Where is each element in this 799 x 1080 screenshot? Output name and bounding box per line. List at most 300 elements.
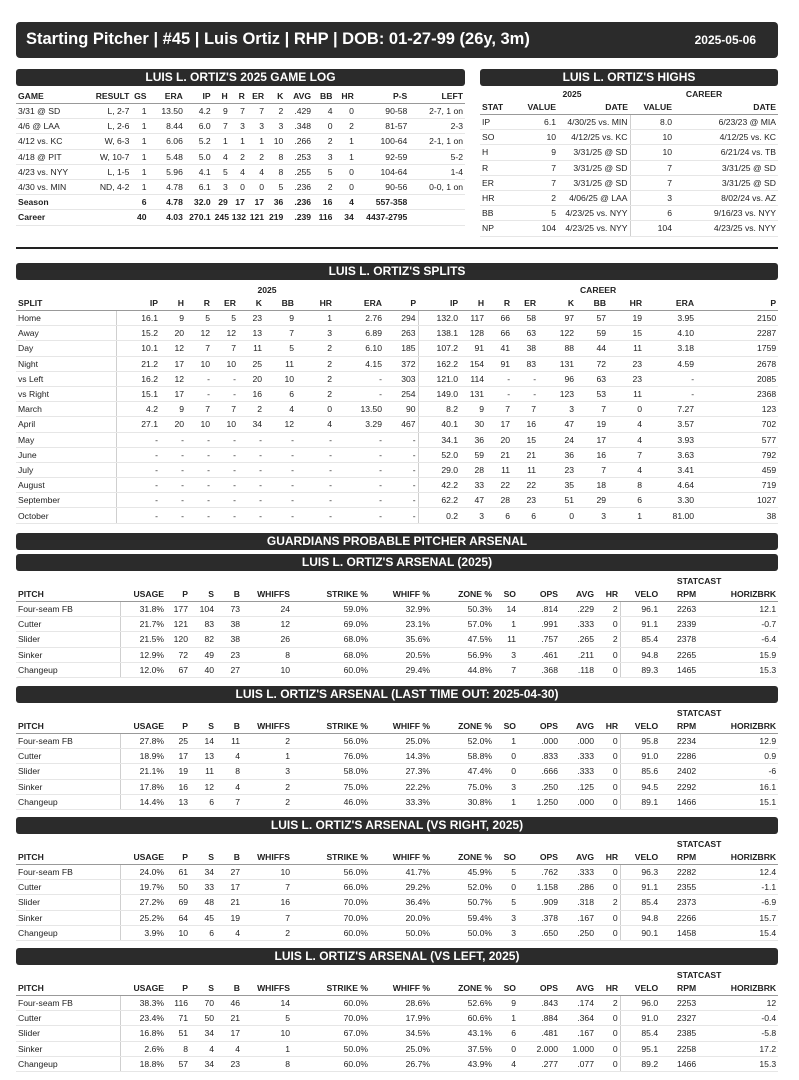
arsenal-col-header: S <box>190 719 216 734</box>
highs-cell: 7 <box>514 160 558 175</box>
arsenal-cell: 64 <box>166 910 190 925</box>
game-log-cell: 4.2 <box>185 104 213 119</box>
arsenal-cell: 26 <box>242 632 292 647</box>
arsenal-col-header: VELO <box>620 981 660 996</box>
arsenal-cell: .000 <box>560 734 596 749</box>
arsenal-cell: 12.4 <box>698 865 778 880</box>
splits-cell: 121.0 <box>418 371 460 386</box>
arsenal-col-header: S <box>190 587 216 602</box>
arsenal-cell: Cutter <box>16 1011 120 1026</box>
game-log-total-cell: 4.03 <box>149 210 185 225</box>
arsenal-cell: .814 <box>518 602 560 617</box>
highs-cell: 4/12/25 vs. KC <box>674 130 778 145</box>
splits-group-blank <box>16 284 116 296</box>
game-log-cell: 0 <box>247 179 266 194</box>
arsenal-cell: 17 <box>166 749 190 764</box>
arsenal-cell: 15.4 <box>698 925 778 940</box>
arsenal-cell: .333 <box>560 617 596 632</box>
arsenal-cell: 0 <box>596 1011 620 1026</box>
arsenal-title: LUIS L. ORTIZ'S ARSENAL (2025) <box>16 554 778 571</box>
splits-cell: 294 <box>384 311 418 326</box>
game-log-col-header: ERA <box>149 89 185 104</box>
arsenal-cell: 2 <box>596 895 620 910</box>
arsenal-cell: 71 <box>166 1011 190 1026</box>
splits-cell: 28 <box>486 493 512 508</box>
splits-cell: 83 <box>512 356 538 371</box>
game-log-col-header: GS <box>131 89 148 104</box>
arsenal-cell: 21.1% <box>120 764 166 779</box>
arsenal-col-header: WHIFFS <box>242 981 292 996</box>
arsenal-cell: 3 <box>494 779 518 794</box>
arsenal-cell: 1466 <box>660 1056 698 1071</box>
arsenal-cell: .378 <box>518 910 560 925</box>
splits-cell: 7 <box>264 326 296 341</box>
highs-row <box>480 115 778 130</box>
arsenal-cell: .265 <box>560 632 596 647</box>
arsenal-cell: 37.5% <box>432 1041 494 1056</box>
splits-cell: 154 <box>460 356 486 371</box>
game-log-total-cell: 16 <box>313 195 334 210</box>
game-log-cell: 1 <box>131 104 148 119</box>
arsenal-cell: .000 <box>518 734 560 749</box>
game-log-cell: 8 <box>266 164 285 179</box>
splits-cell: 2368 <box>696 386 778 401</box>
arsenal-cell: -1.1 <box>698 880 778 895</box>
splits-cell: - <box>186 493 212 508</box>
arsenal-cell: 56.9% <box>432 647 494 662</box>
splits-cell: - <box>296 478 334 493</box>
splits-col-header: HR <box>296 296 334 311</box>
arsenal-col-header: PITCH <box>16 719 120 734</box>
arsenal-cell: Sinker <box>16 1041 120 1056</box>
game-log-cell: 2-7, 1 on <box>409 104 465 119</box>
arsenal-cell: 14.4% <box>120 794 166 809</box>
arsenal-cell: Changeup <box>16 794 120 809</box>
game-log-total-cell: 17 <box>230 195 247 210</box>
splits-cell: - <box>334 432 384 447</box>
arsenal-cell: 15.3 <box>698 662 778 677</box>
splits-cell: 16 <box>576 447 608 462</box>
arsenal-cell: 21 <box>216 895 242 910</box>
game-log-cell: 0 <box>334 104 355 119</box>
splits-cell: 3.63 <box>644 447 696 462</box>
arsenal-col-header: OPS <box>518 587 560 602</box>
arsenal-cell: Four-seam FB <box>16 996 120 1011</box>
arsenal-col-header: AVG <box>560 587 596 602</box>
game-log-col-header: RESULT <box>82 89 131 104</box>
splits-cell: 719 <box>696 478 778 493</box>
splits-cell: - <box>384 432 418 447</box>
game-log-row <box>16 104 465 119</box>
splits-cell: - <box>384 462 418 477</box>
arsenal-statcast-blank <box>16 838 620 850</box>
splits-cell: Day <box>16 341 116 356</box>
arsenal-cell: 177 <box>166 602 190 617</box>
arsenal-cell: 19 <box>166 764 190 779</box>
arsenal-cell: 19.7% <box>120 880 166 895</box>
splits-cell: - <box>334 508 384 523</box>
splits-title: LUIS L. ORTIZ'S SPLITS <box>16 263 778 280</box>
game-log-cell: 5.96 <box>149 164 185 179</box>
arsenal-cell: 34 <box>190 1026 216 1041</box>
game-log-cell: 4 <box>247 164 266 179</box>
splits-cell: 4.2 <box>116 402 160 417</box>
arsenal-col-header: P <box>166 719 190 734</box>
splits-cell: 149.0 <box>418 386 460 401</box>
arsenal-cell: 6 <box>190 925 216 940</box>
arsenal-cell: 56.0% <box>292 865 370 880</box>
arsenal-cell: .277 <box>518 1056 560 1071</box>
splits-cell: - <box>186 386 212 401</box>
arsenal-cell: 91.0 <box>620 749 660 764</box>
game-log-total-cell: 17 <box>247 195 266 210</box>
game-log-cell: 5.48 <box>149 149 185 164</box>
splits-cell: - <box>334 447 384 462</box>
game-log-cell: .429 <box>285 104 313 119</box>
arsenal-cell: 0 <box>596 779 620 794</box>
splits-cell: 58 <box>512 311 538 326</box>
game-log-col-header: GAME <box>16 89 82 104</box>
arsenal-cell: 104 <box>190 602 216 617</box>
splits-cell: 6.89 <box>334 326 384 341</box>
highs-table <box>480 88 778 237</box>
game-log-header-row <box>16 89 465 104</box>
arsenal-row <box>16 880 778 895</box>
arsenal-cell: 23.1% <box>370 617 432 632</box>
splits-cell: June <box>16 447 116 462</box>
arsenal-cell: 11 <box>494 632 518 647</box>
splits-row <box>16 447 778 462</box>
splits-cell: - <box>238 478 264 493</box>
arsenal-cell: 96.0 <box>620 996 660 1011</box>
splits-cell: 3.30 <box>644 493 696 508</box>
arsenal-cell: .174 <box>560 996 596 1011</box>
highs-group-row <box>480 88 778 100</box>
arsenal-statcast-row <box>16 838 778 850</box>
splits-cell: 66 <box>486 326 512 341</box>
splits-col-header: ERA <box>644 296 696 311</box>
arsenal-cell: 20.0% <box>370 910 432 925</box>
arsenal-table <box>16 575 778 678</box>
arsenal-cell: 0 <box>596 617 620 632</box>
splits-cell: 59 <box>460 447 486 462</box>
arsenal-cell: 17.9% <box>370 1011 432 1026</box>
splits-cell: 19 <box>608 311 644 326</box>
splits-cell: - <box>238 447 264 462</box>
splits-cell: 4.64 <box>644 478 696 493</box>
splits-cell: 47 <box>538 417 576 432</box>
arsenal-cell: -5.8 <box>698 1026 778 1041</box>
splits-header-row <box>16 296 778 311</box>
splits-cell: 6 <box>512 508 538 523</box>
splits-cell: - <box>186 478 212 493</box>
arsenal-cell: 34 <box>190 1056 216 1071</box>
arsenal-cell: 48 <box>190 895 216 910</box>
arsenal-col-header: OPS <box>518 850 560 865</box>
splits-cell: 17 <box>160 356 186 371</box>
arsenal-cell: 12.0% <box>120 662 166 677</box>
splits-cell: - <box>296 493 334 508</box>
arsenal-col-header: USAGE <box>120 587 166 602</box>
game-log-cell: 13.50 <box>149 104 185 119</box>
splits-cell: 131 <box>538 356 576 371</box>
arsenal-cell: Slider <box>16 1026 120 1041</box>
splits-col-header: IP <box>116 296 160 311</box>
arsenal-col-header: VELO <box>620 719 660 734</box>
arsenal-cell: 2.6% <box>120 1041 166 1056</box>
arsenal-col-header: USAGE <box>120 981 166 996</box>
arsenal-cell: 95.1 <box>620 1041 660 1056</box>
arsenal-col-header: B <box>216 587 242 602</box>
arsenal-col-header: B <box>216 981 242 996</box>
splits-cell: - <box>384 478 418 493</box>
splits-row <box>16 326 778 341</box>
highs-cell: ER <box>480 175 514 190</box>
arsenal-cell: 7 <box>494 662 518 677</box>
game-log-col-header: K <box>266 89 285 104</box>
splits-cell: 57 <box>576 311 608 326</box>
splits-cell: 16 <box>238 386 264 401</box>
arsenal-col-header: P <box>166 981 190 996</box>
game-log-cell: 2 <box>230 149 247 164</box>
arsenal-col-header: P <box>166 850 190 865</box>
splits-cell: 36 <box>460 432 486 447</box>
arsenal-cell: 27 <box>216 662 242 677</box>
splits-cell: 7 <box>576 462 608 477</box>
arsenal-col-header: WHIFF % <box>370 719 432 734</box>
arsenal-cell: 8 <box>216 764 242 779</box>
arsenal-cell: 17 <box>216 880 242 895</box>
arsenal-cell: 83 <box>190 617 216 632</box>
arsenal-cell: 15.7 <box>698 910 778 925</box>
arsenal-cell: 3.9% <box>120 925 166 940</box>
highs-cell: SO <box>480 130 514 145</box>
game-log-cell: 1 <box>131 119 148 134</box>
game-log-cell: 3 <box>313 149 334 164</box>
arsenal-cell: 2 <box>596 996 620 1011</box>
splits-cell: 18 <box>576 478 608 493</box>
splits-row <box>16 508 778 523</box>
arsenal-cell: 120 <box>166 632 190 647</box>
game-log-cell: 6.0 <box>185 119 213 134</box>
splits-cell: 91 <box>460 341 486 356</box>
arsenal-cell: 14 <box>190 734 216 749</box>
splits-cell: 96 <box>538 371 576 386</box>
arsenal-cell: 52.6% <box>432 996 494 1011</box>
probable-arsenal-title: GUARDIANS PROBABLE PITCHER ARSENAL <box>16 533 778 550</box>
arsenal-cell: 90.1 <box>620 925 660 940</box>
arsenal-statcast-row <box>16 575 778 587</box>
arsenal-cell: Four-seam FB <box>16 602 120 617</box>
arsenal-cell: 50.0% <box>292 1041 370 1056</box>
game-log-cell: 2 <box>313 134 334 149</box>
arsenal-cell: 66.0% <box>292 880 370 895</box>
arsenal-cell: 57.0% <box>432 617 494 632</box>
arsenal-cell: 47.4% <box>432 764 494 779</box>
splits-cell: - <box>334 462 384 477</box>
arsenal-row <box>16 779 778 794</box>
splits-row <box>16 371 778 386</box>
arsenal-cell: 70.0% <box>292 910 370 925</box>
highs-cell: 3/31/25 @ SD <box>558 160 630 175</box>
splits-cell: 11 <box>608 386 644 401</box>
game-log-total-row <box>16 195 465 210</box>
arsenal-cell: 68.0% <box>292 647 370 662</box>
arsenal-cell: 25 <box>166 734 190 749</box>
arsenal-col-header: RPM <box>660 850 698 865</box>
splits-cell: 34 <box>238 417 264 432</box>
splits-cell: - <box>296 462 334 477</box>
splits-col-header: R <box>186 296 212 311</box>
splits-row <box>16 432 778 447</box>
splits-row <box>16 311 778 326</box>
highs-row <box>480 145 778 160</box>
splits-cell: 12 <box>186 326 212 341</box>
game-log-cell: 2 <box>247 149 266 164</box>
arsenal-header-row <box>16 850 778 865</box>
arsenal-cell: 2234 <box>660 734 698 749</box>
arsenal-cell: 0 <box>596 865 620 880</box>
arsenal-cell: 10 <box>242 865 292 880</box>
splits-col-header: ER <box>212 296 238 311</box>
splits-cell: - <box>186 371 212 386</box>
game-log-cell: 5.2 <box>185 134 213 149</box>
arsenal-cell: 3 <box>494 925 518 940</box>
splits-cell: 138.1 <box>418 326 460 341</box>
arsenal-cell: 0 <box>494 1041 518 1056</box>
arsenal-col-header: STRIKE % <box>292 719 370 734</box>
arsenal-cell: 23.4% <box>120 1011 166 1026</box>
game-log-cell: 104-64 <box>356 164 409 179</box>
splits-cell: 42.2 <box>418 478 460 493</box>
highs-cell: 10 <box>630 130 674 145</box>
splits-cell: - <box>644 371 696 386</box>
arsenal-col-header: RPM <box>660 981 698 996</box>
arsenal-cell: 89.3 <box>620 662 660 677</box>
arsenal-cell: 94.8 <box>620 910 660 925</box>
highs-col-header: STAT <box>480 100 514 115</box>
splits-cell: 38 <box>696 508 778 523</box>
splits-cell: 62.2 <box>418 493 460 508</box>
arsenal-cell: 4 <box>190 1041 216 1056</box>
splits-cell: 3 <box>538 402 576 417</box>
game-log-col-header: AVG <box>285 89 313 104</box>
splits-cell: 8.2 <box>418 402 460 417</box>
arsenal-cell: 10 <box>242 662 292 677</box>
arsenal-cell: .000 <box>560 794 596 809</box>
game-log-total-cell: .236 <box>285 195 313 210</box>
arsenal-cell: 5 <box>494 895 518 910</box>
splits-cell: 4 <box>608 417 644 432</box>
highs-col-header: VALUE <box>630 100 674 115</box>
arsenal-cell: 51 <box>166 1026 190 1041</box>
highs-cell: HR <box>480 190 514 205</box>
game-log-col-header: ER <box>247 89 266 104</box>
arsenal-cell: 2265 <box>660 647 698 662</box>
arsenal-row <box>16 749 778 764</box>
arsenal-cell: 67.0% <box>292 1026 370 1041</box>
splits-cell: 2.76 <box>334 311 384 326</box>
splits-cell: - <box>160 493 186 508</box>
splits-cell: - <box>160 478 186 493</box>
arsenal-cell: 12.1 <box>698 602 778 617</box>
splits-cell: 7 <box>512 402 538 417</box>
highs-cell: 104 <box>630 221 674 236</box>
highs-col-header: DATE <box>674 100 778 115</box>
splits-cell: vs Left <box>16 371 116 386</box>
arsenal-row <box>16 602 778 617</box>
arsenal-cell: 9 <box>494 996 518 1011</box>
splits-cell: 2 <box>296 356 334 371</box>
splits-cell: 22 <box>512 478 538 493</box>
splits-col-header: H <box>460 296 486 311</box>
splits-cell: - <box>212 432 238 447</box>
highs-cell: 4/23/25 vs. NYY <box>558 206 630 221</box>
game-log-cell: 4.1 <box>185 164 213 179</box>
splits-cell: 38 <box>512 341 538 356</box>
arsenal-cell: 26.7% <box>370 1056 432 1071</box>
game-log-total-cell: 32.0 <box>185 195 213 210</box>
splits-col-header: K <box>238 296 264 311</box>
highs-row <box>480 175 778 190</box>
splits-cell: 3.18 <box>644 341 696 356</box>
game-log-cell: 6.1 <box>185 179 213 194</box>
arsenal-cell: .909 <box>518 895 560 910</box>
arsenal-cell: 0.9 <box>698 749 778 764</box>
statcast-label: STATCAST <box>676 839 722 849</box>
splits-cell: 23 <box>238 311 264 326</box>
arsenal-col-header: PITCH <box>16 850 120 865</box>
splits-col-header: HR <box>608 296 644 311</box>
game-log-row <box>16 164 465 179</box>
arsenal-cell: 46 <box>216 996 242 1011</box>
splits-cell: 114 <box>460 371 486 386</box>
splits-cell: 6 <box>264 386 296 401</box>
arsenal-row <box>16 734 778 749</box>
arsenal-cell: 85.4 <box>620 632 660 647</box>
splits-cell: 9 <box>160 311 186 326</box>
game-log-total-cell: Season <box>16 195 82 210</box>
arsenal-cell: .229 <box>560 602 596 617</box>
arsenal-row <box>16 1026 778 1041</box>
game-log-cell: 4 <box>213 149 230 164</box>
arsenal-cell: 12.9% <box>120 647 166 662</box>
arsenal-cell: .843 <box>518 996 560 1011</box>
arsenal-cell: 27.2% <box>120 895 166 910</box>
game-log-cell: 1 <box>131 164 148 179</box>
splits-cell: - <box>264 462 296 477</box>
arsenal-col-header: HR <box>596 587 620 602</box>
splits-cell: 52.0 <box>418 447 460 462</box>
arsenal-cell: 4 <box>494 1056 518 1071</box>
splits-cell: - <box>160 508 186 523</box>
arsenal-cell: 2378 <box>660 632 698 647</box>
arsenal-cell: Four-seam FB <box>16 865 120 880</box>
arsenal-col-header: WHIFFS <box>242 850 292 865</box>
arsenal-col-header: OPS <box>518 719 560 734</box>
splits-cell: 17 <box>576 432 608 447</box>
splits-cell: 15.2 <box>116 326 160 341</box>
arsenal-cell: -6.9 <box>698 895 778 910</box>
splits-cell: 3.93 <box>644 432 696 447</box>
splits-cell: 24 <box>538 432 576 447</box>
arsenal-cell: 25.2% <box>120 910 166 925</box>
splits-col-header: BB <box>264 296 296 311</box>
arsenal-cell: 29.2% <box>370 880 432 895</box>
arsenal-cell: 60.6% <box>432 1011 494 1026</box>
arsenal-cell: 16.1 <box>698 779 778 794</box>
arsenal-cell: 38 <box>216 632 242 647</box>
